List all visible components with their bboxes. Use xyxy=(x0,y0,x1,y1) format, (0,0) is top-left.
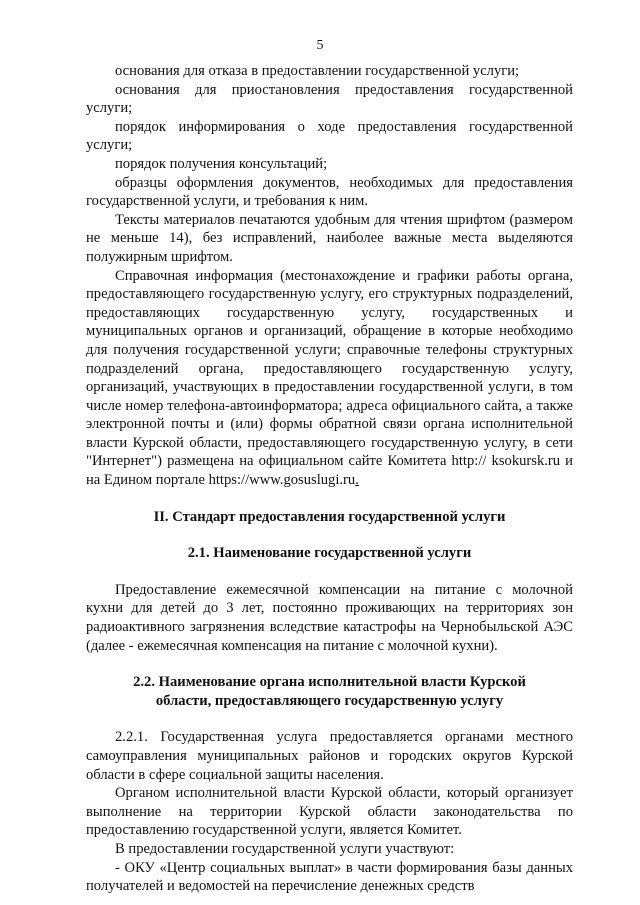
subsection-2-title-line-1: 2.2. Наименование органа исполнительной власти Курской xyxy=(133,674,526,691)
section-title: II. Стандарт предоставления государственной услуги xyxy=(153,508,506,525)
subsection-2-title xyxy=(86,673,573,710)
intro-item: образцы оформления документов, необходимых для предоставления государственной услуги, и требования к ним. xyxy=(86,174,573,210)
reference-info-end: . xyxy=(355,472,359,489)
intro-item: порядок получения консультаций; xyxy=(115,155,328,172)
subsection-2-paragraph: - ОКУ «Центр социальных выплат» в части формирования базы данных получателей и ведомостей на перечисление денежных средств xyxy=(86,859,573,895)
subsection-2-title-line-2: области, предоставляющего государственную услугу xyxy=(155,692,504,709)
document-body xyxy=(86,62,573,896)
subsection-1-title: 2.1. Наименование государственной услуги xyxy=(187,545,472,562)
subsection-2-paragraph: Органом исполнительной власти Курской области, который организует выполнение на территории Курской области законодательства по предоставлению государственной услуги, является Комитет. xyxy=(86,785,573,839)
reference-info-paragraph xyxy=(86,267,573,490)
reference-info-text: Справочная информация (местонахождение и графики работы органа, предоставляющего государственную услугу, его структурных подразделений, предоставляющих государственную услугу, государственных и муниципальных органов и организаций, обращение в которые необходимо для получения государственной услуги; справочные телефоны структурных подразделений органа, предоставляющего государственную услугу, организаций, участвующих в предоставлении государственной услуги, в том числе номер телефона-автоинформатора; адреса официального сайта, а также электронной почты и (или) формы обратной связи органа исполнительной власти Курской области, предоставляющего государственную услугу, в сети "Интернет") размещена на официальном сайте Комитета http:// ksokursk.ru и на Едином портале https://www.gosuslugi.ru xyxy=(86,267,573,489)
intro-item: порядок информирования о ходе предоставления государственной услуги; xyxy=(86,118,573,154)
intro-item: основания для отказа в предоставлении государственной услуги; xyxy=(115,63,520,79)
font-requirements-paragraph: Тексты материалов печатаются удобным для чтения шрифтом (размером не меньше 14), без исправлений, наиболее важные места выделяются полужирным шрифтом. xyxy=(86,211,573,265)
subsection-1-text: Предоставление ежемесячной компенсации на питание с молочной кухни для детей до 3 лет, постоянно проживающих на территориях зон радиоактивного загрязнения вследствие катастрофы на Чернобыльской АЭС (далее - ежемесячная компенсация на питание с молочной кухни). xyxy=(86,581,573,654)
subsection-2-paragraph: 2.2.1. Государственная услуга предоставляется органами местного самоуправления муниципальных районов и городских округов Курской области в сфере социальной защиты населения. xyxy=(86,729,573,783)
page-number: 5 xyxy=(316,38,324,53)
intro-item: основания для приостановления предоставления государственной услуги; xyxy=(86,81,573,117)
subsection-2-paragraph: В предоставлении государственной услуги участвуют: xyxy=(115,840,455,857)
